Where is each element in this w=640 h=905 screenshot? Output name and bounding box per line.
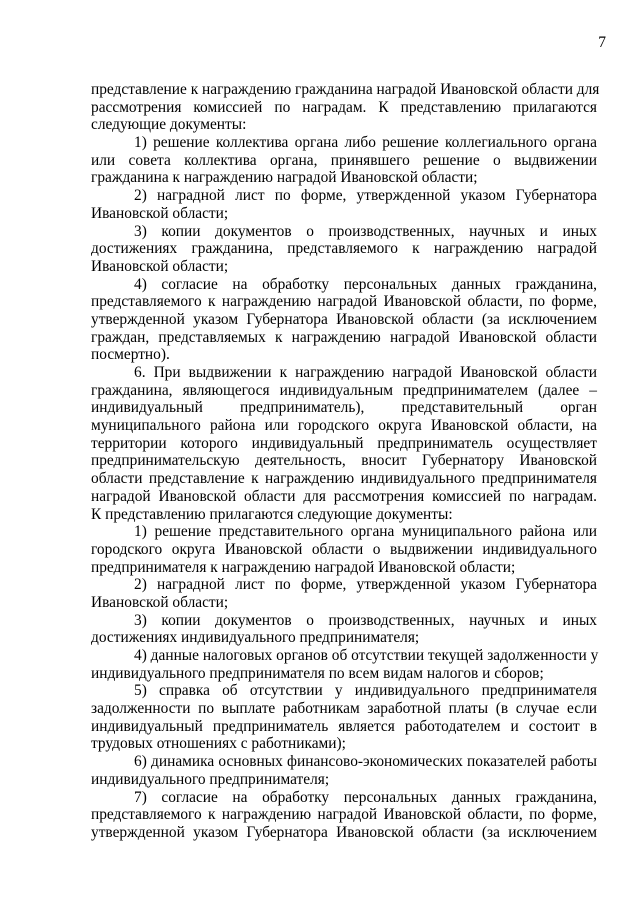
body-text [91, 81, 600, 842]
text-line: или совета коллектива органа, принявшего решение о выдвижении [91, 151, 597, 169]
text-line: муниципального района или городского округа Ивановской области, на [91, 417, 597, 435]
text-line: 1) решение представительного органа муниципального района или [134, 523, 597, 541]
text-line: утвержденной указом Губернатора Ивановской области (за исключением [91, 310, 597, 328]
text-line: предпринимательскую деятельность, вносит Губернатору Ивановской [91, 452, 597, 470]
text-line: представляемого к награждению наградой Ивановской области, по форме, [91, 293, 597, 311]
text-line: гражданина к награждению наградой Ивановской области; [91, 169, 478, 187]
text-line: городского округа Ивановской области о выдвижении индивидуального [91, 540, 597, 558]
text-line: задолженности по выплате работникам заработной платы (в случае если [91, 700, 597, 718]
text-line: 4) данные налоговых органов об отсутствии текущей задолженности у [134, 647, 599, 664]
text-line: территории которого индивидуальный предприниматель осуществляет [91, 434, 597, 452]
text-line: представляемого к награждению наградой Ивановской области, по форме, [91, 806, 597, 824]
text-line: 6. При выдвижении к награждению наградой Ивановской области [134, 364, 597, 381]
text-line: 2) наградной лист по форме, утвержденной указом Губернатора [134, 576, 597, 594]
text-line: 5) справка об отсутствии у индивидуального предпринимателя [134, 682, 597, 700]
text-line: 6) динамика основных финансово-экономических показателей работы [134, 753, 597, 771]
text-line: индивидуального предпринимателя по всем видам налогов и сборов; [91, 664, 544, 682]
text-line: граждан, представляемых к награждению наградой Ивановской области [91, 328, 597, 346]
text-line: рассмотрения комиссией по наградам. К представлению прилагаются [91, 98, 597, 116]
text-line: гражданина, являющегося индивидуальным предпринимателем (далее – [91, 381, 597, 399]
text-line: достижениях индивидуального предпринимателя; [91, 629, 420, 647]
text-line: области представление к награждению индивидуального предпринимателя [91, 470, 597, 488]
text-line: 3) копии документов о производственных, научных и иных [134, 611, 597, 629]
text-line: представление к награждению гражданина наградой Ивановской области для [91, 81, 600, 98]
text-line: следующие документы: [91, 116, 247, 134]
text-line: достижениях гражданина, представляемого к награждению наградой [91, 240, 597, 258]
text-line: индивидуальный предприниматель является работодателем и состоит в [91, 717, 597, 735]
text-line: Ивановской области; [91, 257, 229, 275]
text-line: индивидуального предпринимателя; [91, 770, 330, 788]
page-number: 7 [598, 34, 606, 51]
text-line: 3) копии документов о производственных, научных и иных [134, 222, 597, 240]
text-line: 2) наградной лист по форме, утвержденной указом Губернатора [134, 187, 597, 205]
text-line: Ивановской области; [91, 204, 229, 222]
text-line: 7) согласие на обработку персональных данных гражданина, [134, 788, 597, 806]
text-line: утвержденной указом Губернатора Ивановской области (за исключением [91, 823, 597, 841]
text-line: предпринимателя к награждению наградой Ивановской области; [91, 558, 516, 576]
text-line: посмертно). [91, 346, 170, 364]
text-line: 4) согласие на обработку персональных данных гражданина, [134, 275, 597, 293]
text-line: 1) решение коллектива органа либо решение коллегиального органа [134, 134, 597, 152]
text-line: индивидуальный предприниматель), представительный орган [91, 399, 597, 417]
text-line: К представлению прилагаются следующие документы: [91, 505, 453, 523]
text-line: трудовых отношениях с работниками); [91, 735, 346, 753]
text-line: наградой Ивановской области для рассмотрения комиссией по наградам. [91, 487, 597, 505]
text-line: Ивановской области; [91, 593, 229, 611]
